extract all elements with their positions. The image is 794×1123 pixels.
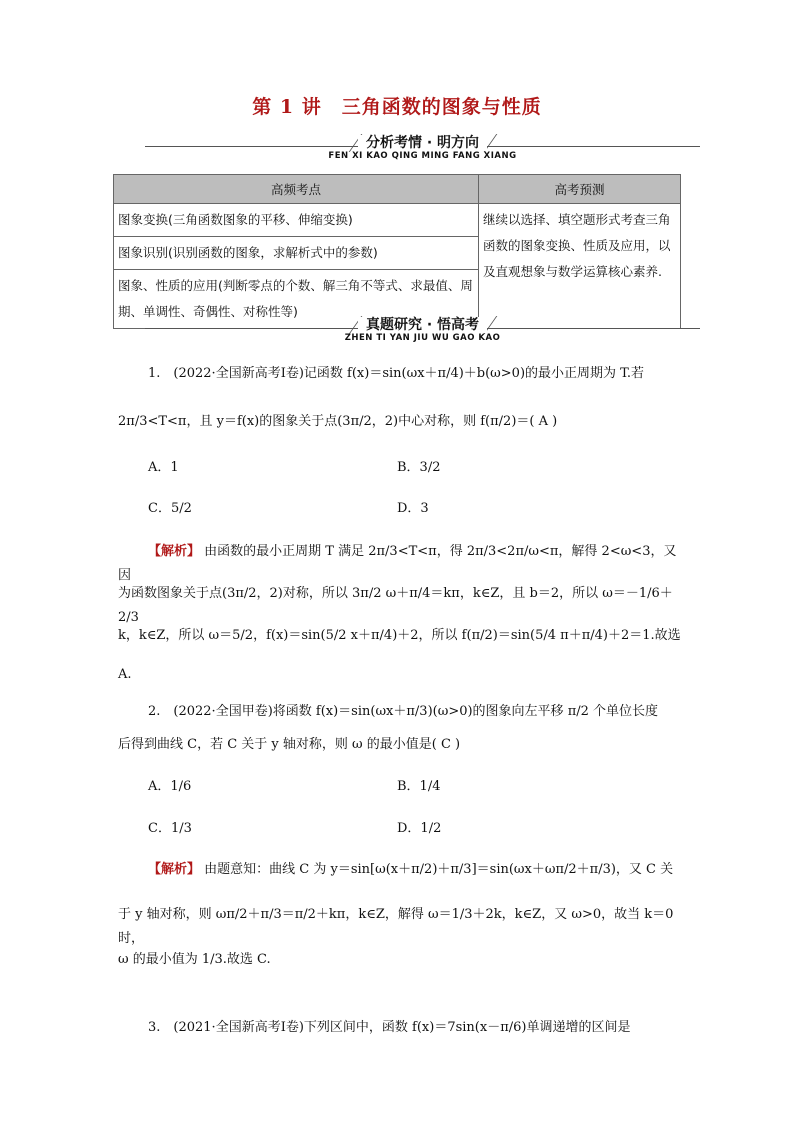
table-header: 高频考点 xyxy=(114,175,479,204)
solution-text: 由题意知：曲线 C 为 y＝sin[ω(x＋π/2)＋π/3]＝sin(ωx＋ωπ/2＋π/3)，又 C 关 xyxy=(204,862,674,877)
question-1-stem-cont: 2π/3<T<π，且 y＝f(x)的图象关于点(3π/2，2)中心对称，则 f(π/2)＝( A ) xyxy=(118,414,558,429)
solution-text: 由函数的最小正周期 T 满足 2π/3<T<π，得 2π/3<2π/ω<π，解得 2<ω<3，又因 xyxy=(118,544,677,583)
banner-title: 分析考情 · 明方向 xyxy=(358,135,487,151)
section-banner-analysis xyxy=(145,132,700,170)
table-cell: 图象、性质的应用(判断零点的个数、解三角不等式、求最值、周期、单调性、奇偶性、对称性等) xyxy=(114,270,479,329)
question-1-stem: 1. (2022·全国新高考Ⅰ卷)记函数 f(x)＝sin(ωx＋π/4)＋b(ω>0)的最小正周期为 T.若 xyxy=(148,366,645,381)
section-banner-real-questions xyxy=(145,314,700,352)
option-c: C．5/2 xyxy=(148,501,192,516)
table-cell: 图象识别(识别函数的图象，求解析式中的参数) xyxy=(114,237,479,270)
banner-pinyin: FEN XI KAO QING MING FANG XIANG xyxy=(328,151,517,161)
solution-1-line3: k，k∈Z，所以 ω＝5/2，f(x)＝sin(5/2 x＋π/4)＋2，所以 f(π/2)＝sin(5/4 π＋π/4)＋2＝1.故选 xyxy=(118,628,681,643)
option-a: A．1/6 xyxy=(148,779,192,794)
solution-1-line4: A. xyxy=(118,667,132,682)
solution-label: 【解析】 xyxy=(148,862,201,877)
question-3-stem: 3. (2021·全国新高考Ⅰ卷)下列区间中，函数 f(x)＝7sin(x－π/6)单调递增的区间是 xyxy=(148,1020,631,1035)
solution-2-line1 xyxy=(118,858,683,882)
page-title: 第 1 讲 三角函数的图象与性质 xyxy=(252,96,542,118)
option-d: D．1/2 xyxy=(397,821,442,836)
option-c: C．1/3 xyxy=(148,821,192,836)
banner-pinyin: ZHEN TI YAN JIU WU GAO KAO xyxy=(344,333,501,343)
solution-1-line2: 为函数图象关于点(3π/2，2)对称，所以 3π/2 ω＋π/4＝kπ，k∈Z，且 b＝2，所以 ω＝－1/6＋2/3 xyxy=(118,586,673,625)
banner-title: 真题研究 · 悟高考 xyxy=(358,317,487,333)
solution-2-line2: 于 y 轴对称，则 ωπ/2＋π/3＝π/2＋kπ，k∈Z，解得 ω＝1/3＋2k，k∈Z，又 ω>0，故当 k＝0 时， xyxy=(118,907,674,946)
option-d: D．3 xyxy=(397,501,429,516)
solution-1-line1 xyxy=(118,540,683,588)
table-cell-prediction: 继续以选择、填空题形式考查三角函数的图象变换、性质及应用，以及直观想象与数学运算核心素养. xyxy=(479,204,681,329)
table-header: 高考预测 xyxy=(479,175,681,204)
solution-2-line3: ω 的最小值为 1/3.故选 C. xyxy=(118,952,271,967)
option-b: B．3/2 xyxy=(397,460,441,475)
question-2-stem: 2. (2022·全国甲卷)将函数 f(x)＝sin(ωx＋π/3)(ω>0)的图象向左平移 π/2 个单位长度 xyxy=(148,704,659,719)
solution-label: 【解析】 xyxy=(148,544,201,559)
option-b: B．1/4 xyxy=(397,779,441,794)
table-cell: 图象变换(三角函数图象的平移、伸缩变换) xyxy=(114,204,479,237)
option-a: A．1 xyxy=(148,460,179,475)
question-2-stem-cont: 后得到曲线 C，若 C 关于 y 轴对称，则 ω 的最小值是( C ) xyxy=(118,737,461,752)
exam-points-table xyxy=(113,174,681,329)
